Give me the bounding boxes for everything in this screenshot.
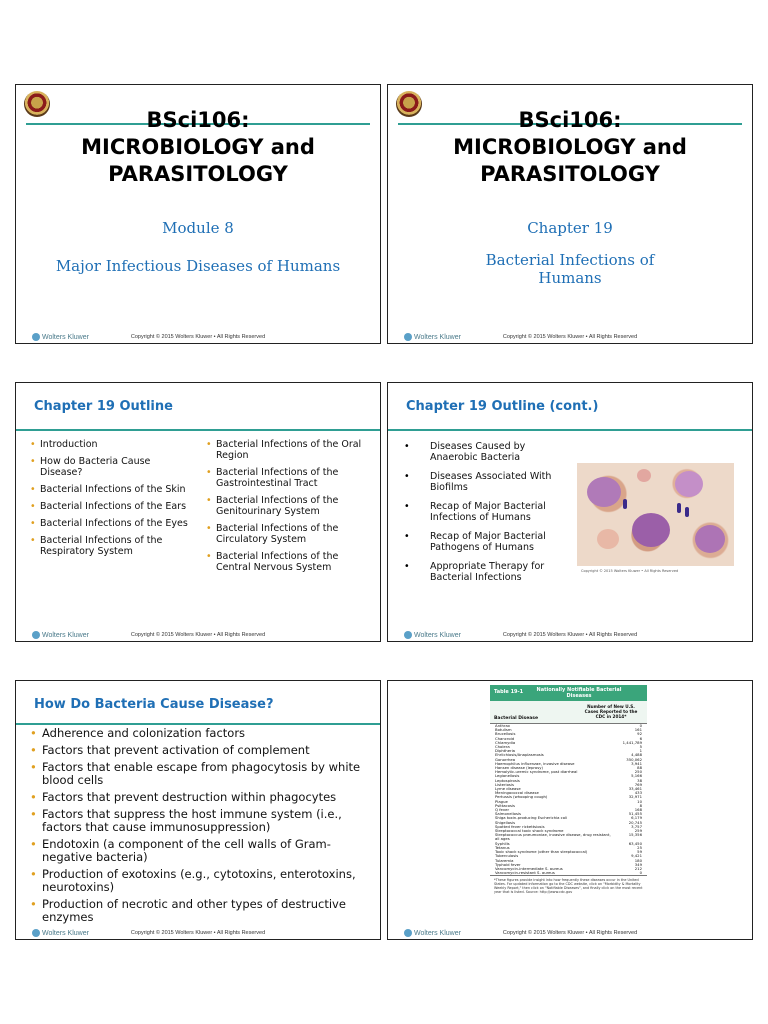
slide-3 bbox=[15, 382, 381, 642]
module-subtitle: Major Infectious Diseases of Humans bbox=[55, 257, 341, 275]
table-cell-disease: Spotted fever rickettsiosis bbox=[495, 823, 545, 829]
list-item: • Bacterial Infections of the Skin bbox=[30, 484, 190, 495]
table-cell-cases: 433 bbox=[634, 790, 642, 796]
table-cell-disease: Anthrax bbox=[495, 723, 511, 728]
table-cell-disease: Meningococcal disease bbox=[495, 790, 539, 796]
table-cell-disease: Q fever bbox=[495, 807, 510, 813]
table-cell-cases: 212 bbox=[634, 865, 642, 871]
table-cell-cases: 33,461 bbox=[628, 786, 642, 792]
table-cell-disease: Streptococcal toxic shock syndrome bbox=[495, 828, 564, 834]
notifiable-diseases-table bbox=[490, 685, 647, 929]
list-item: • Recap of Major Bacterial Pathogens of Humans bbox=[402, 531, 572, 553]
cell-shape bbox=[587, 477, 621, 507]
list-item: • Factors that prevent activation of complement bbox=[30, 744, 370, 757]
copyright-text: Copyright © 2015 Wolters Kluwer • All Rights Reserved bbox=[502, 334, 638, 340]
wolters-kluwer-logo: Wolters Kluwer bbox=[32, 333, 89, 341]
bacterium-shape bbox=[685, 507, 689, 517]
table-cell-cases: 769 bbox=[634, 781, 642, 787]
list-item: • How do Bacteria Cause Disease? bbox=[30, 456, 190, 478]
slide-header bbox=[388, 383, 752, 431]
table-cell-cases: 51,455 bbox=[628, 811, 642, 817]
list-item: • Diseases Associated With Biofilms bbox=[402, 471, 572, 493]
table-cell-disease: Gonorrhea bbox=[495, 756, 516, 762]
list-item: • Adherence and colonization factors bbox=[30, 727, 370, 740]
copyright-text: Copyright © 2015 Wolters Kluwer • All Rights Reserved bbox=[130, 930, 266, 936]
table-cell-cases: 10 bbox=[637, 798, 642, 804]
table-cell-cases: 0 bbox=[639, 870, 642, 876]
table-cell-cases: 0 bbox=[639, 723, 642, 728]
table-cell-cases: 20,745 bbox=[628, 819, 642, 825]
list-item: • Factors that suppress the host immune system (i.e., factors that cause immunosuppression) bbox=[30, 808, 370, 834]
table-cell-disease: Hemolytic-uremic syndrome, post diarrheal bbox=[495, 769, 578, 775]
table-cell-disease: Vancomycin-intermediate S. aureus bbox=[495, 865, 563, 871]
slide-header bbox=[16, 383, 380, 431]
table-cell-disease: Streptococcus pneumoniae, invasive disease, drug resistant, all ages bbox=[495, 832, 611, 842]
wolters-kluwer-logo: Wolters Kluwer bbox=[404, 929, 461, 937]
list-item: • Factors that enable escape from phagocytosis by white blood cells bbox=[30, 761, 370, 787]
table-cell-disease: Botulism bbox=[495, 727, 512, 733]
table-cell-cases: 259 bbox=[634, 828, 642, 834]
table-cell-cases: 8 bbox=[639, 802, 642, 808]
table-cell-cases: 1,441,789 bbox=[622, 739, 642, 745]
column-header-cases: Number of New U.S. Cases Reported to the CDC in 2014* bbox=[584, 704, 638, 719]
list-item: • Bacterial Infections of the Circulatory System bbox=[206, 523, 366, 545]
table-cell-cases: 168 bbox=[634, 807, 642, 813]
slide-2 bbox=[387, 84, 753, 344]
table-cell-disease: Listeriosis bbox=[495, 781, 514, 787]
column-header-disease: Bacterial Disease bbox=[494, 716, 539, 721]
list-item: • Bacterial Infections of the Gastrointestinal Tract bbox=[206, 467, 366, 489]
copyright-text: Copyright © 2015 Wolters Kluwer • All Rights Reserved bbox=[502, 930, 638, 936]
table-cell-cases: 38 bbox=[637, 777, 642, 783]
table-cell-disease: Psittacosis bbox=[495, 802, 515, 808]
outline-right-column bbox=[206, 439, 366, 579]
table-cell-disease: Brucellosis bbox=[495, 731, 516, 737]
slide-header bbox=[16, 681, 380, 725]
table-cell-disease: Shiga toxin-producing Escherichia coli bbox=[495, 815, 568, 821]
table-cell-disease: Hansen disease (leprosy) bbox=[495, 765, 543, 771]
table-cell-cases: 5 bbox=[639, 744, 642, 750]
image-caption: Copyright © 2015 Wolters Kluwer • All Rights Reserved bbox=[581, 569, 679, 573]
table-row bbox=[490, 833, 647, 841]
table-cell-disease: Lyme disease bbox=[495, 786, 521, 792]
wolters-kluwer-logo: Wolters Kluwer bbox=[32, 929, 89, 937]
table-cell-cases: 59 bbox=[637, 849, 642, 855]
list-item: • Diseases Caused by Anaerobic Bacteria bbox=[402, 441, 572, 463]
wolters-kluwer-logo: Wolters Kluwer bbox=[404, 631, 461, 639]
table-cell-disease: Ehrlichiosis/Anaplasmosis bbox=[495, 752, 544, 758]
list-item: • Factors that prevent destruction within phagocytes bbox=[30, 791, 370, 804]
bacteria-micrograph-image bbox=[577, 463, 734, 566]
slide-footer bbox=[16, 925, 380, 939]
copyright-text: Copyright © 2015 Wolters Kluwer • All Rights Reserved bbox=[502, 632, 638, 638]
list-item: • Recap of Major Bacterial Infections of Humans bbox=[402, 501, 572, 523]
table-cell-disease: Haemophilus influenzae, invasive disease bbox=[495, 760, 575, 766]
slide-footer bbox=[388, 329, 752, 343]
cell-shape bbox=[695, 525, 725, 553]
table-cell-disease: Cholera bbox=[495, 744, 510, 750]
table-cell-disease: Pertussis (whooping cough) bbox=[495, 794, 548, 800]
wolters-kluwer-logo: Wolters Kluwer bbox=[32, 631, 89, 639]
list-item: • Bacterial Infections of the Eyes bbox=[30, 518, 190, 529]
list-item: • Bacterial Infections of the Oral Region bbox=[206, 439, 366, 461]
table-cell-disease: Plague bbox=[495, 798, 508, 804]
table-cell-cases: 250 bbox=[634, 769, 642, 775]
list-item: • Production of necrotic and other types of destructive enzymes bbox=[30, 898, 370, 924]
list-item: • Production of exotoxins (e.g., cytotoxins, enterotoxins, neurotoxins) bbox=[30, 868, 370, 894]
cell-shape bbox=[597, 529, 619, 549]
table-cell-cases: 350,062 bbox=[626, 756, 642, 762]
slide-title: BSci106: MICROBIOLOGY and PARASITOLOGY bbox=[81, 108, 315, 186]
table-cell-cases: 161 bbox=[634, 727, 642, 733]
table-cell-disease: Chlamydia bbox=[495, 739, 516, 745]
table-cell-cases: 63,450 bbox=[628, 840, 642, 846]
table-cell-disease: Leptospirosis bbox=[495, 777, 520, 783]
bacterium-shape bbox=[623, 499, 627, 509]
table-cell-cases: 3,941 bbox=[631, 760, 642, 766]
slide-footer bbox=[388, 925, 752, 939]
table-row bbox=[490, 871, 647, 875]
table-cell-disease: Shigellosis bbox=[495, 819, 516, 825]
causes-list bbox=[30, 727, 370, 928]
table-cell-cases: 4,488 bbox=[631, 752, 642, 758]
wolters-kluwer-logo: Wolters Kluwer bbox=[404, 333, 461, 341]
table-cell-disease: Tuberculosis bbox=[495, 853, 519, 859]
chapter-subtitle: Bacterial Infections of Humans bbox=[485, 251, 655, 287]
copyright-text: Copyright © 2015 Wolters Kluwer • All Rights Reserved bbox=[130, 334, 266, 340]
table-cell-cases: 180 bbox=[634, 857, 642, 863]
slide-footer bbox=[16, 627, 380, 641]
table-cell-disease: Tularemia bbox=[495, 857, 514, 863]
slide-footer bbox=[16, 329, 380, 343]
cell-shape bbox=[675, 471, 703, 497]
table-cell-cases: 25 bbox=[637, 844, 642, 850]
outline-left-column bbox=[30, 439, 190, 563]
table-cell-cases: 9,421 bbox=[631, 853, 642, 859]
table-cell-disease: Legionellosis bbox=[495, 773, 520, 779]
slide-heading: Chapter 19 Outline (cont.) bbox=[406, 399, 599, 414]
slide-1 bbox=[15, 84, 381, 344]
table-title: Nationally Notifiable Bacterial Diseases bbox=[536, 687, 622, 699]
table-label: Table 19-1 bbox=[494, 689, 524, 695]
table-cell-disease: Syphilis bbox=[495, 840, 510, 846]
bacterium-shape bbox=[677, 503, 681, 513]
slide-6 bbox=[387, 680, 753, 940]
list-item: • Bacterial Infections of the Respiratory System bbox=[30, 535, 190, 557]
table-cell-cases: 5,166 bbox=[631, 773, 642, 779]
slide-5 bbox=[15, 680, 381, 940]
list-item: • Bacterial Infections of the Central Nervous System bbox=[206, 551, 366, 573]
list-item: • Bacterial Infections of the Genitourinary System bbox=[206, 495, 366, 517]
table-body bbox=[490, 724, 647, 875]
slide-footer bbox=[388, 627, 752, 641]
table-cell-disease: Vancomycin-resistant S. aureus bbox=[495, 870, 555, 876]
list-item: • Introduction bbox=[30, 439, 190, 450]
table-footnote: *These figures provide insight into how frequently these diseases occur in the United States. For updated information go to the CDC website, click on "Morbidity & Mortality Weekly Report," then click on "Notifiable Diseases", and finally click on the most recent year that is listed. Source: http://www.cdc.gov bbox=[490, 875, 647, 896]
slide-heading: Chapter 19 Outline bbox=[34, 399, 173, 414]
table-cell-cases: 92 bbox=[637, 731, 642, 737]
table-cell-cases: 3,757 bbox=[631, 823, 642, 829]
table-column-headers bbox=[490, 701, 647, 724]
table-cell-disease: Diphtheria bbox=[495, 748, 515, 754]
table-cell-cases: 15,356 bbox=[628, 832, 642, 838]
module-label: Module 8 bbox=[162, 219, 234, 237]
table-cell-cases: 349 bbox=[634, 861, 642, 867]
table-header bbox=[490, 685, 647, 701]
copyright-text: Copyright © 2015 Wolters Kluwer • All Rights Reserved bbox=[130, 632, 266, 638]
slide-heading: How Do Bacteria Cause Disease? bbox=[34, 697, 274, 712]
chapter-label: Chapter 19 bbox=[527, 219, 613, 237]
slide-4 bbox=[387, 382, 753, 642]
slide-title: BSci106: MICROBIOLOGY and PARASITOLOGY bbox=[453, 108, 687, 186]
cell-shape bbox=[637, 469, 651, 482]
list-item: • Bacterial Infections of the Ears bbox=[30, 501, 190, 512]
table-cell-cases: 32,971 bbox=[628, 794, 642, 800]
table-cell-cases: 88 bbox=[637, 765, 642, 771]
list-item: • Appropriate Therapy for Bacterial Infections bbox=[402, 561, 572, 583]
table-cell-disease: Tetanus bbox=[495, 844, 510, 850]
cell-shape bbox=[632, 513, 670, 547]
table-cell-cases: 6,179 bbox=[631, 815, 642, 821]
table-cell-cases: 1 bbox=[639, 748, 642, 754]
table-cell-disease: Typhoid fever bbox=[495, 861, 521, 867]
table-cell-disease: Chancroid bbox=[495, 735, 515, 741]
table-cell-disease: Toxic shock syndrome (other than streptococcal) bbox=[495, 849, 588, 855]
table-cell-cases: 6 bbox=[639, 735, 642, 741]
outline-list bbox=[402, 441, 572, 591]
table-cell-disease: Salmonellosis bbox=[495, 811, 521, 817]
list-item: • Endotoxin (a component of the cell walls of Gram-negative bacteria) bbox=[30, 838, 370, 864]
